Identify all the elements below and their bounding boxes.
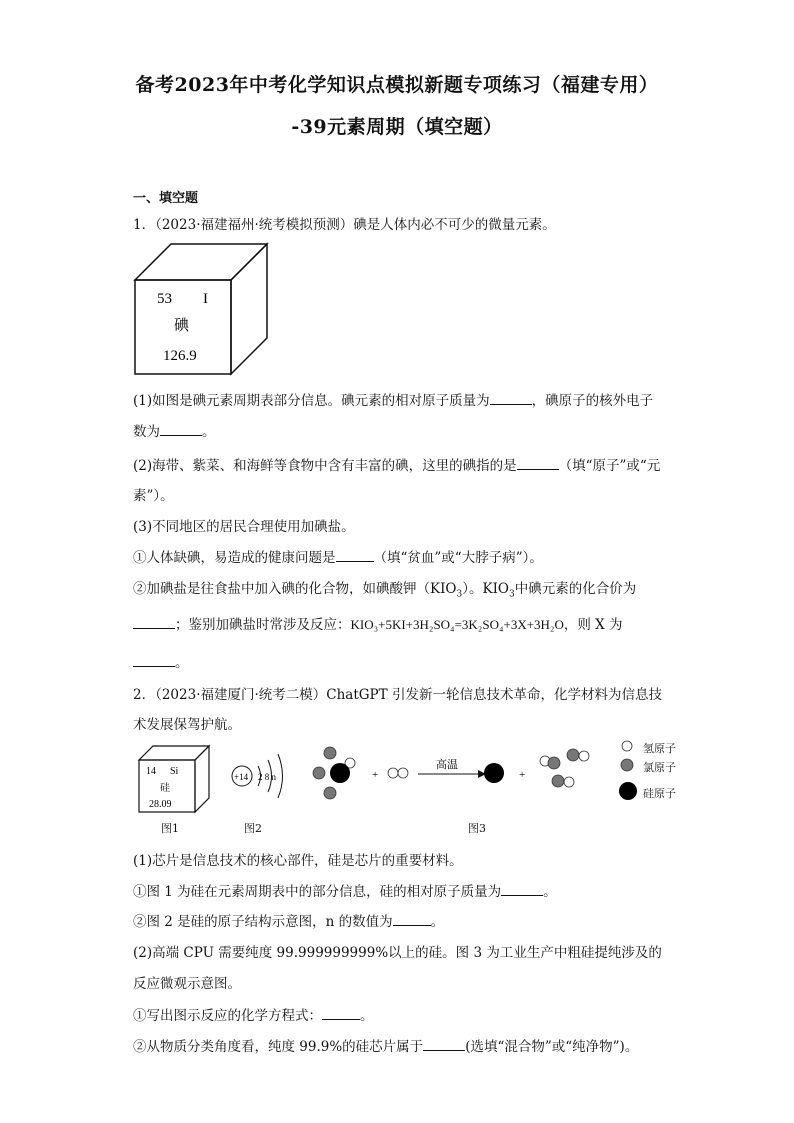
q2-part2-2 [133, 1035, 638, 1055]
silicon-name: 硅 [160, 783, 170, 794]
section-heading: 一、填空题 [133, 191, 199, 206]
subscript: 3 [508, 589, 515, 600]
iodine-element-cube [133, 240, 273, 376]
iodine-atomic-number: 53 [157, 291, 172, 307]
text: 。 [360, 1008, 374, 1024]
text: 中碘元素的化合价为 [514, 581, 637, 597]
iodine-symbol: I [203, 291, 208, 307]
legend-icons [618, 738, 642, 804]
text: (1)如图是碘元素周期表部分信息。碘元素的相对原子质量为 [133, 393, 490, 409]
silicon-atom-structure [228, 748, 298, 808]
q2-part2-line2: 反应微观示意图。 [133, 976, 241, 992]
iodine-name: 碘 [174, 316, 190, 334]
text: 。 [543, 884, 557, 900]
plus-sign: + [519, 769, 526, 781]
text: ①图 1 为硅在元素周期表中的部分信息，硅的相对原子质量为 [133, 884, 502, 900]
silicon-symbol: Si [170, 766, 179, 777]
text: ，碘原子的核外电子 [531, 393, 654, 409]
doc-title-line2: -39元素周期（填空题） [291, 116, 503, 138]
answer-blank[interactable] [322, 1007, 360, 1020]
q1-part1-line2 [133, 420, 216, 440]
q1-part3-2 [133, 577, 636, 600]
text: （填“贫血”或“大脖子病”）。 [373, 550, 543, 566]
figure3-caption: 图3 [468, 822, 486, 835]
answer-blank[interactable] [133, 616, 175, 629]
answer-blank[interactable] [160, 423, 202, 436]
silicon-mass: 28.09 [149, 799, 172, 810]
silicon-atomic-number: 14 [146, 766, 156, 777]
text: ；鉴别加碘盐时常涉及反应： [175, 617, 351, 633]
text: ②从物质分类角度看，纯度 99.9%的硅芯片属于 [133, 1039, 424, 1055]
answer-blank[interactable] [336, 549, 374, 562]
subscript: 3 [456, 589, 463, 600]
legend-silicon: 硅原子 [643, 787, 676, 800]
text: ）。KIO [462, 581, 509, 597]
q2-stem-line2: 术发展保驾护航。 [133, 717, 241, 733]
text: (选填“混合物”或“纯净物”)。 [465, 1039, 639, 1055]
answer-blank[interactable] [423, 1038, 465, 1051]
text: (2)海带、紫菜、和海鲜等食物中含有丰富的碘，这里的碘指的是 [133, 458, 517, 474]
answer-blank[interactable] [517, 457, 559, 470]
nucleus-charge: +14 [234, 772, 249, 782]
text: 。 [175, 655, 189, 671]
text: ②加碘盐是往食盐中加入碘的化合物，如碘酸钾（KIO [133, 581, 457, 597]
q2-part1-1 [133, 880, 557, 900]
text: ①人体缺碘，易造成的健康问题是 [133, 550, 336, 566]
electron-shells: 2 8 n [258, 772, 276, 782]
text: 。 [202, 424, 216, 440]
q1-part3-1 [133, 546, 543, 566]
q1-part2-line1 [133, 454, 660, 474]
answer-blank[interactable] [393, 913, 431, 926]
q1-part3-4 [133, 651, 189, 671]
q1-part3-3 [133, 613, 623, 633]
doc-title-line1: 备考2023年中考化学知识点模拟新题专项练习（福建专用） [135, 74, 659, 96]
silicon-element-cube [137, 742, 212, 814]
text: ②图 2 是硅的原子结构示意图，n 的数值为 [133, 914, 393, 930]
text: ①写出图示反应的化学方程式： [133, 1008, 322, 1024]
plus-sign: + [372, 769, 379, 781]
answer-blank[interactable] [490, 392, 532, 405]
answer-blank[interactable] [501, 883, 543, 896]
q1-stem: 1．（2023·福建福州·统考模拟预测）碘是人体内必不可少的微量元素。 [133, 217, 556, 233]
figure2-caption: 图2 [244, 822, 262, 835]
answer-blank[interactable] [133, 654, 175, 667]
q1-part1-line1 [133, 389, 653, 409]
reaction-condition: 高温 [436, 758, 458, 771]
reaction-diagram [312, 740, 612, 818]
text: 数为 [133, 424, 160, 440]
legend-chlorine: 氯原子 [643, 761, 676, 774]
q2-part1-2 [133, 910, 444, 930]
q1-part2-line2: 素”）。 [133, 488, 174, 504]
q2-part2-line1: (2)高端 CPU 需要纯度 99.999999999%以上的硅。图 3 为工业生产中粗硅提纯涉及的 [133, 945, 662, 961]
q2-part2-1 [133, 1004, 374, 1024]
text: 。 [430, 914, 445, 930]
q2-stem-line1: 2．（2023·福建厦门·统考二模）ChatGPT 引发新一轮信息技术革命，化学材料为信息技 [133, 687, 662, 703]
text: ，则 X 为 [563, 617, 623, 633]
q2-part1: (1)芯片是信息技术的核心部件，硅是芯片的重要材料。 [133, 853, 463, 869]
legend-hydrogen: 氢原子 [643, 742, 676, 755]
equation: KIO₃+5KI+3H₂SO₄=3K₂SO₄+3X+3H₂O [350, 617, 564, 632]
figure1-caption: 图1 [161, 822, 179, 835]
iodine-mass: 126.9 [163, 348, 197, 364]
text: （填“原子”或“元 [558, 458, 661, 474]
q1-part3: (3)不同地区的居民合理使用加碘盐。 [133, 519, 355, 535]
